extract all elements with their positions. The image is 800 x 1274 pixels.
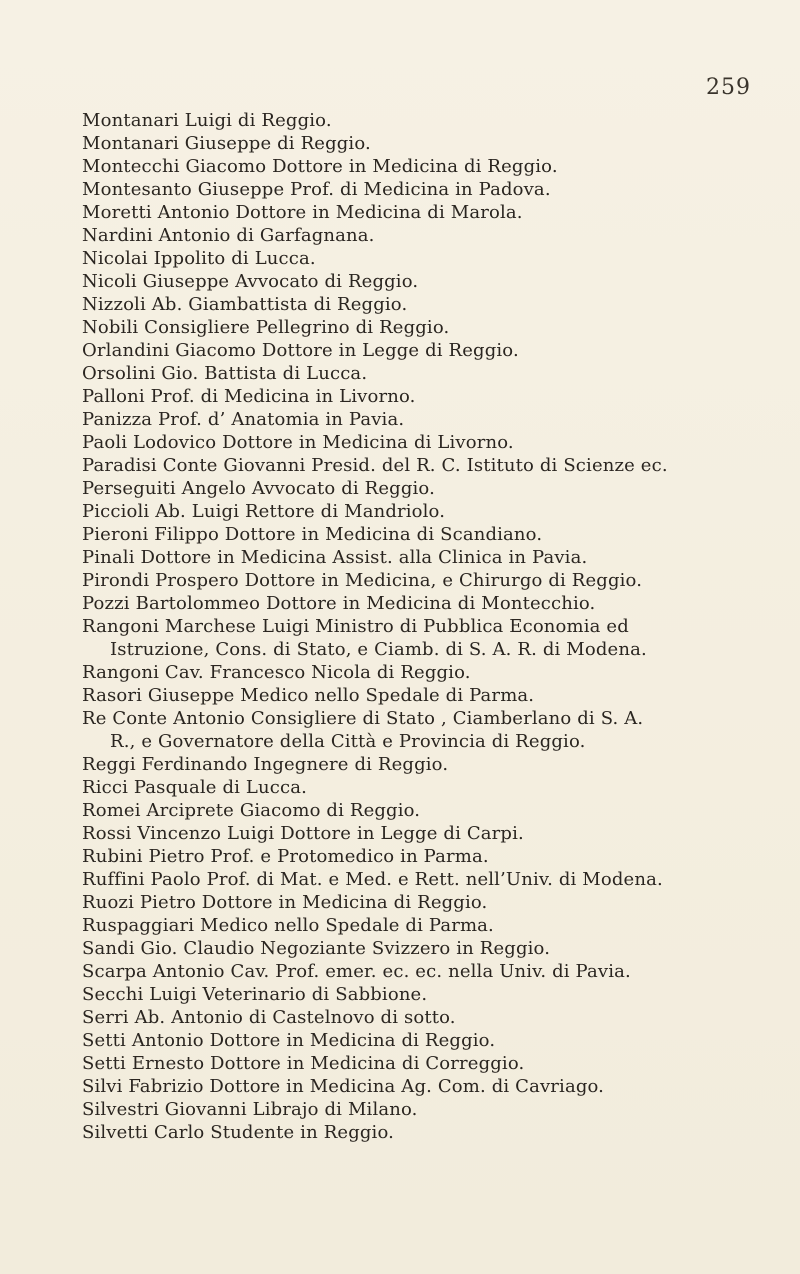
list-item-continuation: R., e Governatore della Città e Provincia di Reggio. [110, 731, 586, 752]
list-item: Montesanto Giuseppe Prof. di Medicina in Padova. [82, 179, 551, 200]
list-item: Nardini Antonio di Garfagnana. [82, 225, 375, 246]
list-item: Piccioli Ab. Luigi Rettore di Mandriolo. [82, 501, 446, 522]
list-item: Pirondi Prospero Dottore in Medicina, e Chirurgo di Reggio. [82, 570, 643, 591]
list-item: Reggi Ferdinando Ingegnere di Reggio. [82, 754, 449, 775]
list-item: Silvi Fabrizio Dottore in Medicina Ag. Com. di Cavriago. [82, 1076, 605, 1097]
list-item-continuation: Istruzione, Cons. di Stato, e Ciamb. di S. A. R. di Modena. [110, 639, 647, 660]
list-item: Montanari Luigi di Reggio. [82, 110, 332, 131]
list-item: Romei Arciprete Giacomo di Reggio. [82, 800, 421, 821]
list-item: Montecchi Giacomo Dottore in Medicina di Reggio. [82, 156, 558, 177]
list-item: Orsolini Gio. Battista di Lucca. [82, 363, 368, 384]
list-item: Pozzi Bartolommeo Dottore in Medicina di Montecchio. [82, 593, 596, 614]
list-item: Rangoni Cav. Francesco Nicola di Reggio. [82, 662, 471, 683]
list-item: Setti Ernesto Dottore in Medicina di Correggio. [82, 1053, 525, 1074]
list-item: Paoli Lodovico Dottore in Medicina di Livorno. [82, 432, 514, 453]
list-item: Silvetti Carlo Studente in Reggio. [82, 1122, 394, 1143]
list-item: Paradisi Conte Giovanni Presid. del R. C. Istituto di Scienze ec. [82, 455, 668, 476]
list-item: Rangoni Marchese Luigi Ministro di Pubblica Economia ed [82, 616, 629, 637]
list-item: Ruozi Pietro Dottore in Medicina di Reggio. [82, 892, 488, 913]
list-item: Serri Ab. Antonio di Castelnovo di sotto. [82, 1007, 456, 1028]
list-item: Rubini Pietro Prof. e Protomedico in Parma. [82, 846, 489, 867]
list-item: Setti Antonio Dottore in Medicina di Reggio. [82, 1030, 496, 1051]
list-item: Nizzoli Ab. Giambattista di Reggio. [82, 294, 408, 315]
list-item: Nicolai Ippolito di Lucca. [82, 248, 316, 269]
list-item: Montanari Giuseppe di Reggio. [82, 133, 371, 154]
list-item: Moretti Antonio Dottore in Medicina di Marola. [82, 202, 523, 223]
list-item: Palloni Prof. di Medicina in Livorno. [82, 386, 416, 407]
list-item: Nicoli Giuseppe Avvocato di Reggio. [82, 271, 419, 292]
list-item: Silvestri Giovanni Librajo di Milano. [82, 1099, 418, 1120]
page-number: 259 [706, 75, 751, 100]
list-item: Ruffini Paolo Prof. di Mat. e Med. e Rett. nell’Univ. di Modena. [82, 869, 663, 890]
member-list [82, 109, 782, 1144]
list-item: Ruspaggiari Medico nello Spedale di Parma. [82, 915, 494, 936]
list-item: Nobili Consigliere Pellegrino di Reggio. [82, 317, 450, 338]
list-item: Sandi Gio. Claudio Negoziante Svizzero in Reggio. [82, 938, 551, 959]
list-item: Perseguiti Angelo Avvocato di Reggio. [82, 478, 435, 499]
list-item: Orlandini Giacomo Dottore in Legge di Reggio. [82, 340, 519, 361]
list-item: Scarpa Antonio Cav. Prof. emer. ec. ec. nella Univ. di Pavia. [82, 961, 631, 982]
list-item: Ricci Pasquale di Lucca. [82, 777, 307, 798]
list-item: Rasori Giuseppe Medico nello Spedale di Parma. [82, 685, 535, 706]
list-item: Pinali Dottore in Medicina Assist. alla Clinica in Pavia. [82, 547, 588, 568]
list-item: Pieroni Filippo Dottore in Medicina di Scandiano. [82, 524, 543, 545]
list-item: Re Conte Antonio Consigliere di Stato , Ciamberlano di S. A. [82, 708, 644, 729]
list-item: Panizza Prof. d’ Anatomia in Pavia. [82, 409, 405, 430]
list-item: Secchi Luigi Veterinario di Sabbione. [82, 984, 428, 1005]
list-item: Rossi Vincenzo Luigi Dottore in Legge di Carpi. [82, 823, 524, 844]
